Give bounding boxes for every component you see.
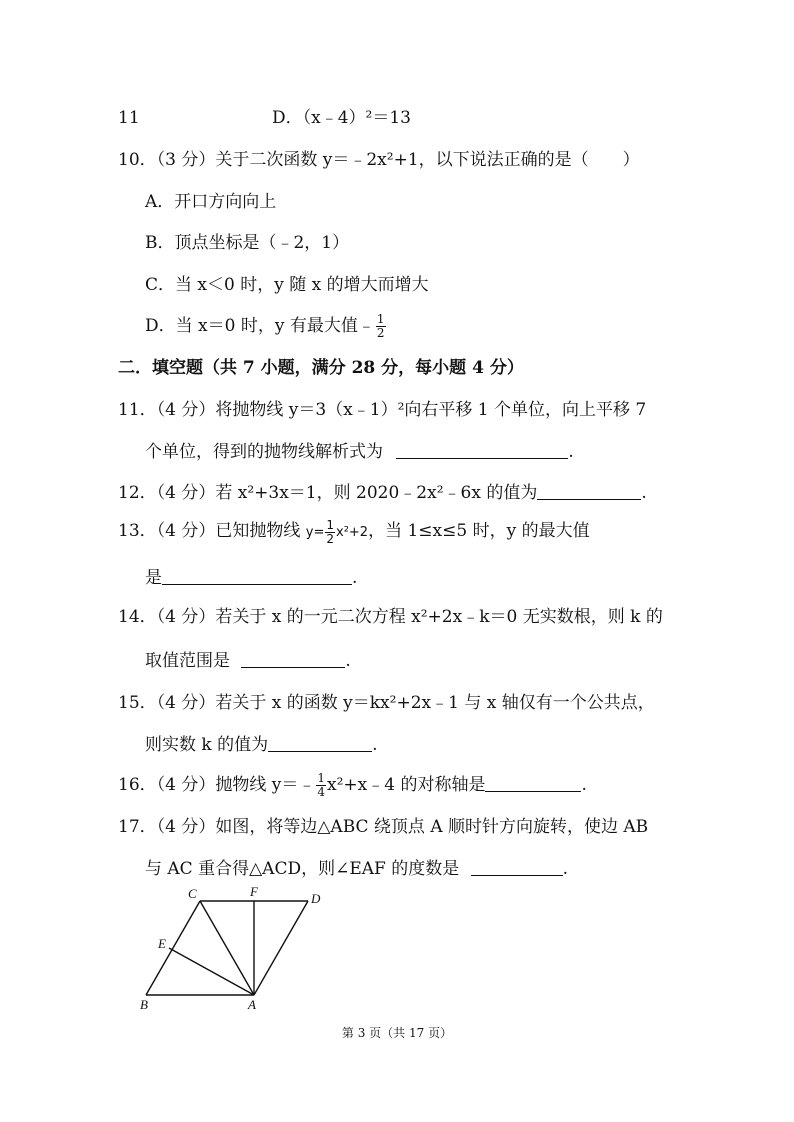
label-C: C xyxy=(188,886,197,901)
q12 xyxy=(118,481,647,505)
fraction-denominator: 4 xyxy=(317,785,325,799)
label-E: E xyxy=(158,936,166,951)
q13-eq-right: x²+2 xyxy=(336,525,369,540)
q17-answer-blank[interactable] xyxy=(471,857,563,876)
q10-option-d xyxy=(145,313,387,340)
label-B: B xyxy=(140,997,148,1012)
q17-line2 xyxy=(145,857,568,881)
segment-AD xyxy=(254,901,308,995)
segment-CA xyxy=(200,901,254,995)
q10-fraction xyxy=(376,313,386,340)
q13-suffix: ，当 1≤x≤5 时，y 的最大值 xyxy=(368,521,590,541)
q10-option-b: B．顶点坐标是（﹣2，1） xyxy=(145,233,350,253)
q10-stem: 10．（3 分）关于二次函数 y＝﹣2x²+1，以下说法正确的是（ ） xyxy=(118,150,640,170)
q12-answer-blank[interactable] xyxy=(537,481,641,500)
q13-answer-blank[interactable] xyxy=(162,566,352,585)
q14-line1: 14．（4 分）若关于 x 的一元二次方程 x²+2x﹣k＝0 无实数根，则 k 的 xyxy=(118,607,663,627)
prev-question-number: 11 xyxy=(118,108,140,128)
fraction-numerator: 1 xyxy=(326,518,334,532)
q13-eq-left: y= xyxy=(305,525,325,540)
q10-option-d-text: D．当 x＝0 时，y 有最大值﹣ xyxy=(145,316,375,336)
q11-text: 个单位，得到的抛物线解析式为 xyxy=(145,442,383,462)
q13-fraction xyxy=(325,519,335,546)
q11-line1: 11．（4 分）将抛物线 y＝3（x﹣1）²向右平移 1 个单位，向上平移 7 xyxy=(118,400,647,420)
q16-period: . xyxy=(581,775,587,795)
q11-answer-blank[interactable] xyxy=(396,440,568,459)
fraction-denominator: 2 xyxy=(376,326,385,340)
q14-period: . xyxy=(345,651,351,671)
fraction-denominator: 2 xyxy=(326,532,334,546)
q17-line1: 17．（4 分）如图，将等边△ABC 绕顶点 A 顺时针方向旋转，使边 AB xyxy=(118,817,649,837)
q16-fraction xyxy=(316,772,326,799)
figure-lines xyxy=(146,901,308,995)
q13-text: 是 xyxy=(145,568,162,588)
section-heading: 二．填空题（共 7 小题，满分 28 分，每小题 4 分） xyxy=(118,358,524,378)
label-A: A xyxy=(248,997,256,1012)
q16-answer-blank[interactable] xyxy=(485,773,581,792)
q10-option-a: A．开口方向向上 xyxy=(145,192,277,212)
segment-BC xyxy=(146,901,200,995)
q15-text: 则实数 k 的值为 xyxy=(145,735,269,755)
q15-line1: 15．（4 分）若关于 x 的函数 y＝kx²+2x﹣1 与 x 轴仅有一个公共点， xyxy=(118,693,655,713)
q12-text: 12．（4 分）若 x²+3x＝1，则 2020﹣2x²﹣6x 的值为 xyxy=(118,483,538,503)
q12-period: . xyxy=(641,483,647,503)
q11-line2 xyxy=(145,440,574,464)
prev-option-d: D．（x﹣4）²＝13 xyxy=(272,108,411,128)
q13-equation xyxy=(305,518,369,546)
q15-answer-blank[interactable] xyxy=(268,733,372,752)
fraction-numerator: 1 xyxy=(317,771,325,785)
label-D: D xyxy=(311,891,321,906)
q14-line2 xyxy=(145,649,351,673)
q13-prefix: 13．（4 分）已知抛物线 xyxy=(118,521,301,541)
q13-line2 xyxy=(145,566,357,590)
q17-text: 与 AC 重合得△ACD，则∠EAF 的度数是 xyxy=(145,859,460,879)
q15-period: . xyxy=(372,735,378,755)
q15-line2 xyxy=(145,733,378,757)
fraction-numerator: 1 xyxy=(376,312,385,326)
q16-prefix: 16．（4 分）抛物线 y＝﹣ xyxy=(118,775,316,795)
q16-suffix: x²+x﹣4 的对称轴是 xyxy=(327,775,486,795)
label-F: F xyxy=(250,884,258,899)
q13-line1 xyxy=(118,519,590,546)
q16 xyxy=(118,772,587,799)
q14-answer-blank[interactable] xyxy=(241,649,345,668)
q10-option-c: C．当 x＜0 时，y 随 x 的增大而增大 xyxy=(145,275,429,295)
page-footer: 第 3 页（共 17 页） xyxy=(341,1026,453,1040)
q13-period: . xyxy=(352,568,358,588)
q17-period: . xyxy=(562,859,569,879)
geometry-figure xyxy=(130,884,340,1014)
q11-period: . xyxy=(568,442,574,462)
q14-text: 取值范围是 xyxy=(145,651,230,671)
